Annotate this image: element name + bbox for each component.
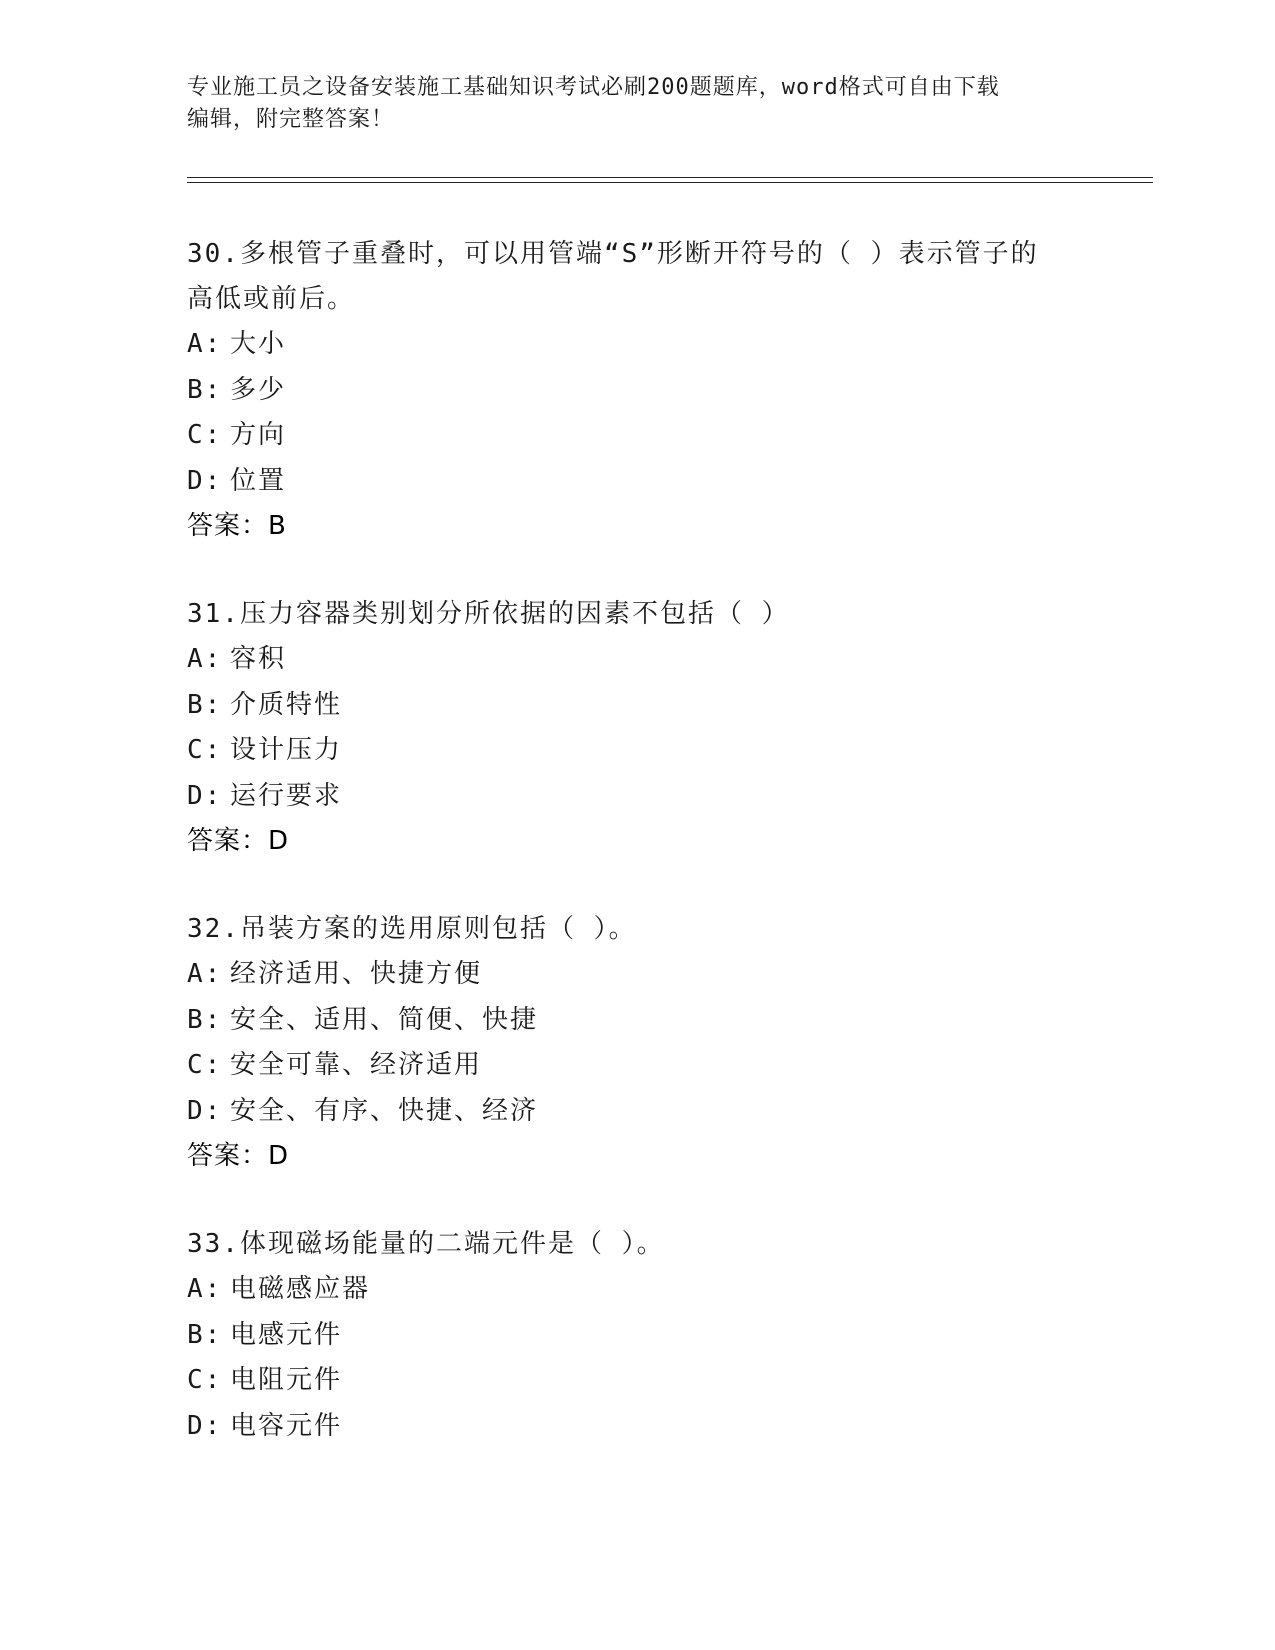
option-d: [187, 1404, 1087, 1450]
option-text: 安全可靠、经济适用: [230, 1050, 483, 1080]
option-d: [187, 774, 1087, 820]
option-text: 电感元件: [230, 1319, 343, 1350]
option-b: [187, 998, 1087, 1044]
option-d: [187, 1089, 1087, 1135]
option-letter: A:: [187, 1274, 223, 1304]
question-stem-continued: 高低或前后。: [187, 284, 356, 314]
option-a: [187, 1267, 1087, 1313]
option-a: [187, 952, 1087, 998]
option-letter: D:: [187, 1410, 223, 1441]
option-letter: C:: [187, 1365, 223, 1395]
option-letter: C:: [187, 1050, 223, 1080]
option-a: [187, 322, 1087, 368]
option-b: [187, 1313, 1087, 1359]
option-c: [187, 728, 1087, 774]
question-list: [187, 232, 1087, 1492]
option-text: 安全、适用、简便、快捷: [230, 1004, 539, 1035]
option-text: 设计压力: [230, 735, 343, 765]
answer-line: 答案：D: [187, 826, 290, 856]
answer-line: 答案：D: [187, 1141, 290, 1171]
question-33: [187, 1222, 1087, 1449]
option-text: 多少: [230, 374, 287, 405]
option-letter: A:: [187, 644, 223, 674]
header-divider-bottom: [187, 182, 1153, 183]
option-letter: C:: [187, 735, 223, 765]
question-stem: 33.体现磁场能量的二端元件是（ ）。: [187, 1229, 665, 1259]
question-stem: 31.压力容器类别划分所依据的因素不包括（ ）: [187, 599, 790, 629]
option-letter: D:: [187, 780, 223, 811]
header-line-1: 专业施工员之设备安装施工基础知识考试必刷200题题库，word格式可自由下载: [187, 75, 1000, 100]
option-letter: A:: [187, 959, 223, 989]
option-d: [187, 459, 1087, 505]
option-letter: D:: [187, 1095, 223, 1126]
option-letter: A:: [187, 329, 223, 359]
option-letter: B:: [187, 689, 223, 720]
question-32: [187, 907, 1087, 1179]
option-text: 电容元件: [230, 1410, 343, 1441]
option-text: 容积: [230, 644, 287, 674]
option-letter: B:: [187, 374, 223, 405]
option-text: 经济适用、快捷方便: [230, 959, 483, 989]
document-header: [187, 72, 1067, 136]
option-text: 电磁感应器: [230, 1274, 371, 1304]
option-letter: C:: [187, 420, 223, 450]
option-c: [187, 413, 1087, 459]
option-text: 方向: [230, 420, 287, 450]
option-text: 介质特性: [230, 689, 343, 720]
option-letter: B:: [187, 1319, 223, 1350]
question-stem: 30.多根管子重叠时，可以用管端“S”形断开符号的（ ）表示管子的: [187, 239, 1039, 269]
option-a: [187, 637, 1087, 683]
question-31: [187, 592, 1087, 864]
header-divider-top: [187, 177, 1153, 178]
option-b: [187, 368, 1087, 414]
option-text: 大小: [230, 329, 287, 359]
option-text: 安全、有序、快捷、经济: [230, 1095, 539, 1126]
option-letter: B:: [187, 1004, 223, 1035]
question-stem: 32.吊装方案的选用原则包括（ ）。: [187, 914, 637, 944]
option-c: [187, 1043, 1087, 1089]
option-text: 位置: [230, 465, 287, 496]
answer-line: 答案：B: [187, 511, 287, 541]
option-letter: D:: [187, 465, 223, 496]
question-30: [187, 232, 1087, 549]
header-line-2: 编辑，附完整答案！: [187, 107, 395, 132]
option-c: [187, 1358, 1087, 1404]
option-text: 电阻元件: [230, 1365, 343, 1395]
option-b: [187, 683, 1087, 729]
option-text: 运行要求: [230, 780, 343, 811]
